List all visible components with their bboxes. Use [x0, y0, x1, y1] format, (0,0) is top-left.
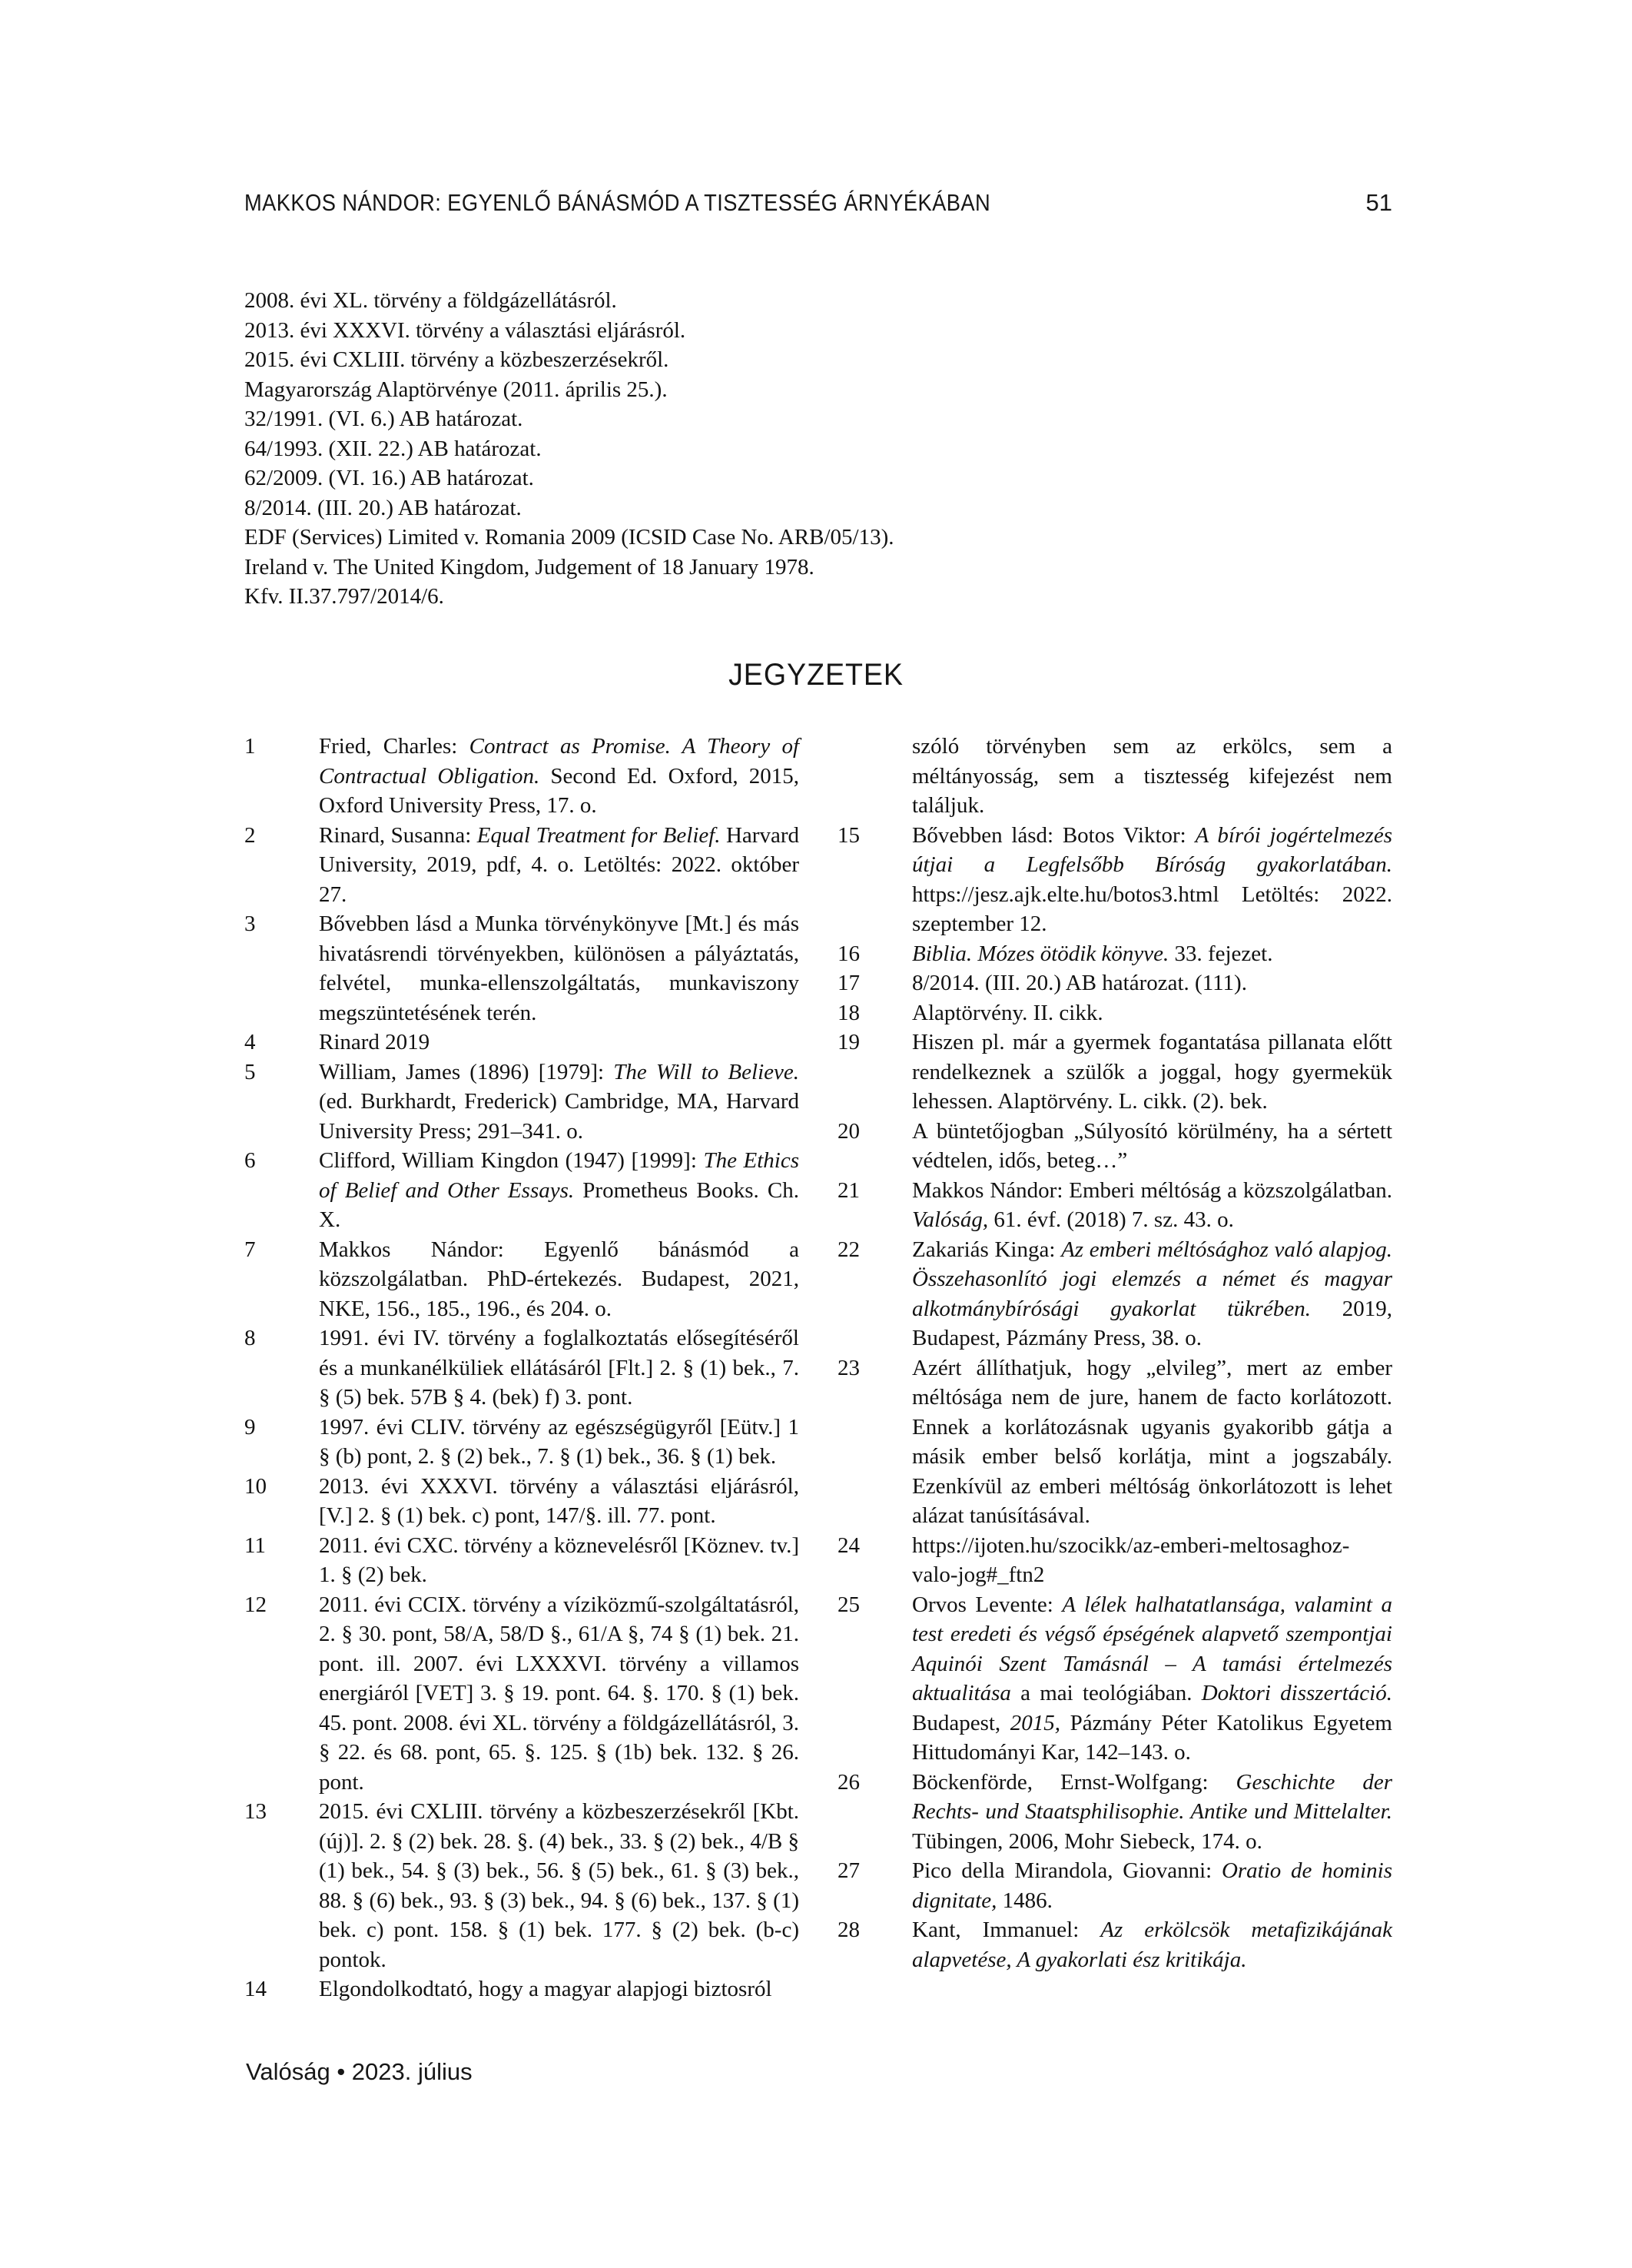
note-item [838, 821, 1392, 939]
note-text-segment: Elgondolkodtató, hogy a magyar alapjogi biztosról [319, 1977, 772, 2001]
note-text-segment: 1991. évi IV. törvény a foglalkoztatás elősegítéséről és a munkanélküliek ellátásáról [Flt.] 2. § (1) bek., 7. § (5) bek. 57B § 4. (bek) f) 3. pont. [319, 1326, 799, 1410]
note-text [912, 1353, 1392, 1531]
note-item [838, 1768, 1392, 1857]
note-number: 27 [838, 1858, 860, 1883]
note-item [244, 1974, 799, 2004]
note-text-italic-segment: A lélek halhatatlansága, valamint a test eredeti és végső épségének alapvető szempontjai Aquinói Szent Tamásnál – A tamási értelmezés aktualitása [912, 1592, 1392, 1705]
note-text [319, 1413, 799, 1472]
notes-columns [244, 732, 1392, 2004]
note-text-segment: Hiszen pl. már a gyermek fogantatása pillanata előtt rendelkeznek a szülők a joggal, hogy gyermekük lehessen. Alaptörvény. L. cikk. (2). bek. [912, 1030, 1392, 1114]
note-text-italic-segment: Oratio de hominis dignitate, [912, 1858, 1393, 1913]
reference-item: 64/1993. (XII. 22.) AB határozat. [244, 436, 542, 461]
note-text-segment: szóló törvényben sem az erkölcs, sem a méltányosság, sem a tisztesség kifejezést nem találjuk. [912, 734, 1392, 818]
note-item [244, 1323, 799, 1413]
note-number: 17 [838, 971, 860, 995]
note-text [912, 1768, 1392, 1857]
note-text-segment: Bővebben lásd a Munka törvénykönyve [Mt.] és más hivatásrendi törvényekben, különösen a pályáztatás, felvétel, munka-ellenszolgáltatás, munkaviszony megszüntetésének terén. [319, 912, 799, 1025]
note-item [244, 1058, 799, 1147]
note-text-italic-segment: Equal Treatment for Belief. [476, 822, 721, 848]
reference-item: EDF (Services) Limited v. Romania 2009 (ICSID Case No. ARB/05/13). [244, 525, 894, 550]
note-text [912, 1028, 1392, 1117]
note-number: 18 [838, 1000, 860, 1025]
reference-item: Ireland v. The United Kingdom, Judgement of 18 January 1978. [244, 554, 814, 579]
note-text-segment: Harvard University, 2019, pdf, 4. o. Letöltés: 2022. október 27. [319, 822, 799, 907]
note-item [838, 1353, 1392, 1531]
note-text-italic-segment: Az erkölcsök metafizikájának alapvetése, A gyakorlati ész kritikája. [912, 1918, 1392, 1972]
note-text-segment: (ed. Burkhardt, Frederick) Cambridge, MA, Harvard University Press; 291–341. o. [319, 1089, 799, 1144]
reference-item: Magyarország Alaptörvénye (2011. április 25.). [244, 377, 668, 402]
page-footer [246, 2058, 473, 2086]
note-item [244, 909, 799, 1028]
note-text [319, 1472, 799, 1531]
page-header [244, 189, 1392, 217]
reference-item: 2008. évi XL. törvény a földgázellátásról. [244, 288, 617, 313]
note-text-italic-segment: A bírói jogértelmezés útjai a Legfelsőbb Bíróság gyakorlatában. [912, 822, 1392, 877]
note-text-segment: Tübingen, 2006, Mohr Siebeck, 174. o. [912, 1828, 1262, 1854]
note-item [838, 1531, 1392, 1590]
reference-item: 62/2009. (VI. 16.) AB határozat. [244, 466, 534, 490]
note-text [319, 1028, 799, 1058]
note-number: 2 [244, 822, 256, 848]
note-text-segment: Budapest, [912, 1710, 1010, 1735]
note-text-segment: 2015. évi CXLIII. törvény a közbeszerzésekről [Kbt. (új)]. 2. § (2) bek. 28. §. (4) bek., 33. § (2) bek., 4/B § (1) bek., 54. § (3) bek., 56. § (5) bek., 61. § (3) bek., 88. § (6) bek., 93. § (3) bek., 94. § (6) bek., 137. § (1) bek. c) pont. 158. § (1) bek. 177. § (2) bek. (b-c) pontok. [319, 1799, 799, 1972]
note-number: 25 [838, 1592, 860, 1617]
note-text-italic-segment: Az emberi méltósághoz való alapjog. Összehasonlító jogi elemzés a német és magyar alkotmánybírósági gyakorlat tükrében. [912, 1237, 1392, 1321]
note-text-segment: A büntetőjogban „Súlyosító körülmény, ha a sértett védtelen, idős, beteg…” [912, 1118, 1392, 1173]
note-number: 24 [838, 1532, 860, 1558]
note-number: 16 [838, 941, 860, 966]
note-item [244, 1531, 799, 1590]
reference-item: 2013. évi XXXVI. törvény a választási eljárásról. [244, 317, 686, 343]
note-number: 12 [244, 1592, 267, 1617]
note-number: 9 [244, 1414, 256, 1439]
note-text-segment: Second Ed. Oxford, 2015, Oxford University Press, 17. o. [319, 763, 800, 818]
note-text-segment: Makkos Nándor: Emberi méltóság a közszolgálatban. [912, 1177, 1392, 1203]
note-number: 3 [244, 912, 256, 936]
note-text-segment: 1997. évi CLIV. törvény az egészségügyről [Eütv.] 1 § (b) pont, 2. § (2) bek., 7. § (1) bek., 36. § (1) bek. [319, 1414, 799, 1469]
note-item [838, 968, 1392, 998]
note-item [244, 1235, 799, 1324]
note-text-segment: Pico della Mirandola, Giovanni: [912, 1858, 1222, 1883]
note-text-segment: 2019, Budapest, Pázmány Press, 38. o. [912, 1296, 1393, 1350]
note-text [912, 1590, 1392, 1768]
note-number: 26 [838, 1769, 860, 1795]
note-number: 28 [838, 1918, 860, 1942]
footer-text: Valóság • 2023. július [246, 2058, 473, 2085]
note-item [838, 998, 1392, 1028]
note-text-segment: Clifford, William Kingdon (1947) [1999]: [319, 1148, 704, 1173]
note-text [319, 1797, 799, 1974]
note-text [912, 821, 1392, 939]
note-text-segment: Böckenförde, Ernst-Wolfgang: [912, 1769, 1236, 1795]
note-text-segment: Azért állíthatjuk, hogy „elvileg”, mert az ember méltósága nem de jure, hanem de facto korlátozott. Ennek a korlátozásnak ugyanis gyakoribb gátja a másik ember belső korlátja, mint a jogszabály. Ezenkívül az emberi méltóság önkorlátozott is lehet alázat tanúsításával. [912, 1355, 1392, 1528]
note-text-segment: Alaptörvény. II. cikk. [912, 1000, 1103, 1025]
note-number: 22 [838, 1237, 860, 1262]
note-number: 23 [838, 1355, 860, 1380]
note-item [244, 732, 799, 821]
reference-item: Kfv. II.37.797/2014/6. [244, 584, 444, 609]
note-text-segment: Orvos Levente: [912, 1592, 1063, 1617]
note-text [912, 998, 1392, 1028]
note-number: 21 [838, 1177, 860, 1203]
note-text-italic-segment: Geschichte der Rechts- und Staatsphilisophie. Antike und Mittelalter. [912, 1769, 1392, 1824]
note-number: 4 [244, 1030, 256, 1054]
note-item [244, 1472, 799, 1531]
note-text-segment: a mai teológiában. [1010, 1681, 1202, 1705]
reference-item: 2015. évi CXLIII. törvény a közbeszerzésekről. [244, 347, 669, 372]
note-text-segment: 61. évf. (2018) 7. sz. 43. o. [988, 1207, 1234, 1232]
note-item [838, 1915, 1392, 1974]
note-number: 15 [838, 822, 860, 848]
note-text [319, 1323, 799, 1413]
note-text [912, 732, 1392, 821]
note-item [838, 1235, 1392, 1353]
note-number: 8 [244, 1326, 256, 1350]
note-text-segment: Pázmány Péter Katolikus Egyetem Hittudományi Kar, 142–143. o. [912, 1710, 1392, 1765]
note-item [244, 1413, 799, 1472]
note-item [838, 1856, 1392, 1915]
note-item [838, 1176, 1392, 1235]
note-item [838, 732, 1392, 821]
note-text-segment: Rinard 2019 [319, 1030, 430, 1054]
note-item [244, 1797, 799, 1974]
note-text [319, 1058, 799, 1147]
note-text-segment: Bővebben lásd: Botos Viktor: [912, 822, 1196, 848]
note-number: 1 [244, 734, 256, 759]
note-number [838, 732, 912, 821]
note-text-segment: https://ijoten.hu/szocikk/az-emberi-meltosaghoz-valo-jog#_ftn2 [912, 1532, 1350, 1587]
note-text [319, 1974, 799, 2004]
notes-column-left [244, 732, 799, 2004]
reference-item: 8/2014. (III. 20.) AB határozat. [244, 495, 522, 520]
note-number: 19 [838, 1030, 860, 1054]
note-number: 14 [244, 1977, 267, 2001]
note-text-segment: William, James (1896) [1979]: [319, 1059, 614, 1084]
note-text-segment: 8/2014. (III. 20.) AB határozat. (111). [912, 971, 1247, 995]
note-text-segment: 2011. évi CXC. törvény a köznevelésről [Köznev. tv.] 1. § (2) bek. [319, 1532, 799, 1587]
notes-column-right [838, 732, 1392, 2004]
note-number: 20 [838, 1118, 860, 1144]
note-text-segment: Rinard, Susanna: [319, 822, 477, 848]
note-text-segment: 33. fejezet. [1169, 941, 1273, 966]
note-item [244, 1028, 799, 1058]
note-text-italic-segment: 2015, [1010, 1710, 1060, 1735]
note-text [912, 1531, 1392, 1590]
note-item [838, 1028, 1392, 1117]
note-item [838, 1590, 1392, 1768]
note-text [912, 1117, 1392, 1176]
note-text-italic-segment: The Ethics of Belief and Other Essays. [319, 1148, 799, 1203]
note-text-segment: Fried, Charles: [319, 734, 469, 759]
note-number: 13 [244, 1799, 267, 1824]
note-item [838, 939, 1392, 969]
note-number: 6 [244, 1148, 256, 1173]
note-text-italic-segment: Doktori disszertáció. [1201, 1681, 1392, 1705]
note-text-italic-segment: The Will to Believe. [613, 1059, 799, 1084]
note-text-italic-segment: Contract as Promise. A Theory of Contractual Obligation. [319, 734, 799, 789]
note-text [319, 1235, 799, 1324]
note-text-segment: https://jesz.ajk.elte.hu/botos3.html Letöltés: 2022. szeptember 12. [912, 882, 1392, 936]
note-number: 5 [244, 1059, 256, 1084]
running-title: MAKKOS NÁNDOR: EGYENLŐ BÁNÁSMÓD A TISZTESSÉG ÁRNYÉKÁBAN [244, 189, 991, 216]
reference-item: 32/1991. (VI. 6.) AB határozat. [244, 407, 523, 431]
note-text-segment: 1486. [997, 1888, 1053, 1913]
note-text [319, 909, 799, 1028]
reference-list [244, 286, 1243, 612]
note-text [912, 1235, 1392, 1353]
note-text [319, 1590, 799, 1798]
note-text [912, 968, 1392, 998]
note-text-italic-segment: Valóság, [912, 1207, 989, 1232]
page-number: 51 [1365, 189, 1392, 216]
note-text [912, 1915, 1392, 1974]
note-item [244, 1590, 799, 1798]
note-text-segment: 2011. évi CCIX. törvény a víziközmű-szolgáltatásról, 2. § 30. pont, 58/A, 58/D §., 61/A §, 74 § (1) bek. 21. pont. ill. 2007. évi LXXXVI. törvény a villamos energiáról [VET] 3. § 19. pont. 64. §. 170. § (1) bek. 45. pont. 2008. évi XL. törvény a földgázellátásról, 3. § 22. és 68. pont, 65. §. 125. § (1b) bek. 132. § 26. pont. [319, 1592, 799, 1795]
note-item [244, 821, 799, 910]
note-number: 7 [244, 1237, 256, 1262]
note-text-segment: Prometheus Books. Ch. X. [319, 1177, 799, 1232]
note-text [912, 1176, 1392, 1235]
note-text-segment: 2013. évi XXXVI. törvény a választási eljárásról, [V.] 2. § (1) bek. c) pont, 147/§. ill. 77. pont. [319, 1473, 799, 1528]
note-text-segment: Zakariás Kinga: [912, 1237, 1062, 1262]
notes-heading: JEGYZETEK [728, 658, 904, 692]
note-text-italic-segment: Biblia. Mózes ötödik könyve. [912, 941, 1169, 966]
note-text [319, 1146, 799, 1235]
note-text-segment: Makkos Nándor: Egyenlő bánásmód a közszolgálatban. PhD-értekezés. Budapest, 2021, NKE, 156., 185., 196., és 204. o. [319, 1237, 799, 1321]
note-text [912, 939, 1392, 969]
note-text [319, 1531, 799, 1590]
note-text [319, 821, 799, 910]
note-item [838, 1117, 1392, 1176]
note-number: 11 [244, 1532, 266, 1558]
note-item [244, 1146, 799, 1235]
note-number: 10 [244, 1473, 267, 1499]
note-text [912, 1856, 1392, 1915]
note-text [319, 732, 799, 821]
note-text-segment: Kant, Immanuel: [912, 1918, 1101, 1942]
